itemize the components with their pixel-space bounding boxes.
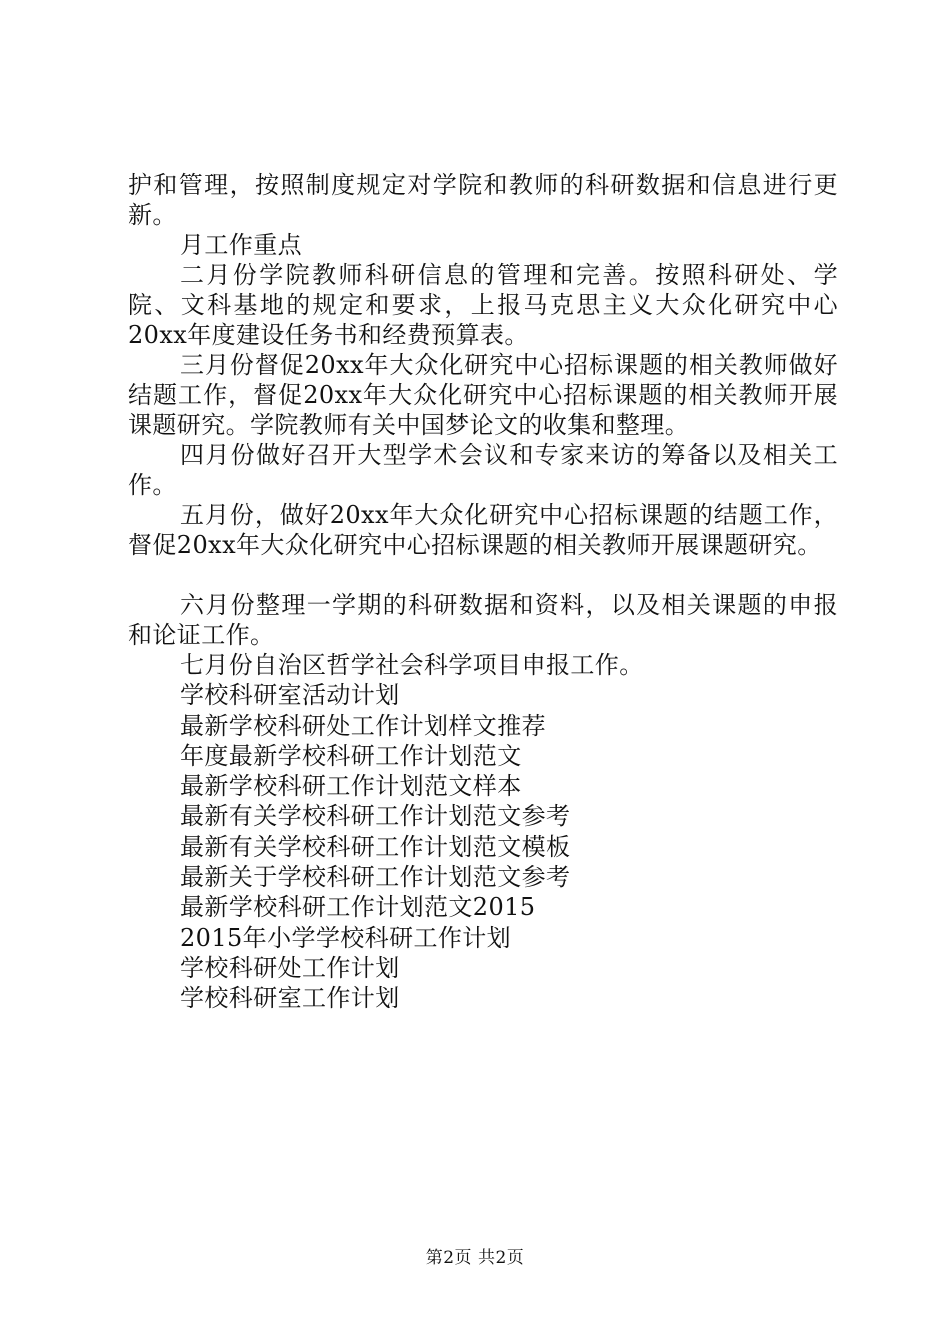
list-item: 最新学校科研工作计划范文2015 bbox=[180, 893, 536, 922]
list-item: 学校科研室活动计划 bbox=[180, 681, 400, 710]
list-item: 最新有关学校科研工作计划范文参考 bbox=[180, 802, 571, 831]
list-item: 年度最新学校科研工作计划范文 bbox=[180, 741, 522, 770]
list-item: 七月份自治区哲学社会科学项目申报工作。 bbox=[180, 651, 644, 679]
page-number-footer: 第2页 共2页 bbox=[425, 1248, 525, 1268]
paragraph-february: 二月份学院教师科研信息的管理和完善。按照科研处、学院、文科基地的规定和要求，上报马克思主义大众化研究中心20xx年度建设任务书和经费预算表。 bbox=[128, 261, 838, 349]
paragraph-continuation: 护和管理，按照制度规定对学院和教师的科研数据和信息进行更新。 bbox=[128, 171, 838, 229]
document-body bbox=[128, 170, 838, 1014]
list-item: 2015年小学学校科研工作计划 bbox=[180, 923, 512, 952]
paragraph-june: 六月份整理一学期的科研数据和资料，以及相关课题的申报和论证工作。 bbox=[128, 591, 838, 649]
list-item: 最新关于学校科研工作计划范文参考 bbox=[180, 863, 571, 892]
list-item: 最新学校科研工作计划范文样本 bbox=[180, 772, 522, 801]
related-articles-list bbox=[128, 650, 838, 1014]
paragraph-april: 四月份做好召开大型学术会议和专家来访的筹备以及相关工作。 bbox=[128, 441, 838, 499]
list-item: 学校科研室工作计划 bbox=[180, 984, 400, 1013]
list-item: 最新有关学校科研工作计划范文模板 bbox=[180, 832, 571, 861]
paragraph-may: 五月份，做好20xx年大众化研究中心招标课题的结题工作，督促20xx年大众化研究中心招标课题的相关教师开展课题研究。 bbox=[128, 501, 838, 559]
section-heading: 月工作重点 bbox=[180, 231, 302, 259]
list-item: 最新学校科研处工作计划样文推荐 bbox=[180, 711, 546, 740]
paragraph-march: 三月份督促20xx年大众化研究中心招标课题的相关教师做好结题工作，督促20xx年大众化研究中心招标课题的相关教师开展课题研究。学院教师有关中国梦论文的收集和整理。 bbox=[128, 351, 838, 439]
list-item: 学校科研处工作计划 bbox=[180, 953, 400, 982]
